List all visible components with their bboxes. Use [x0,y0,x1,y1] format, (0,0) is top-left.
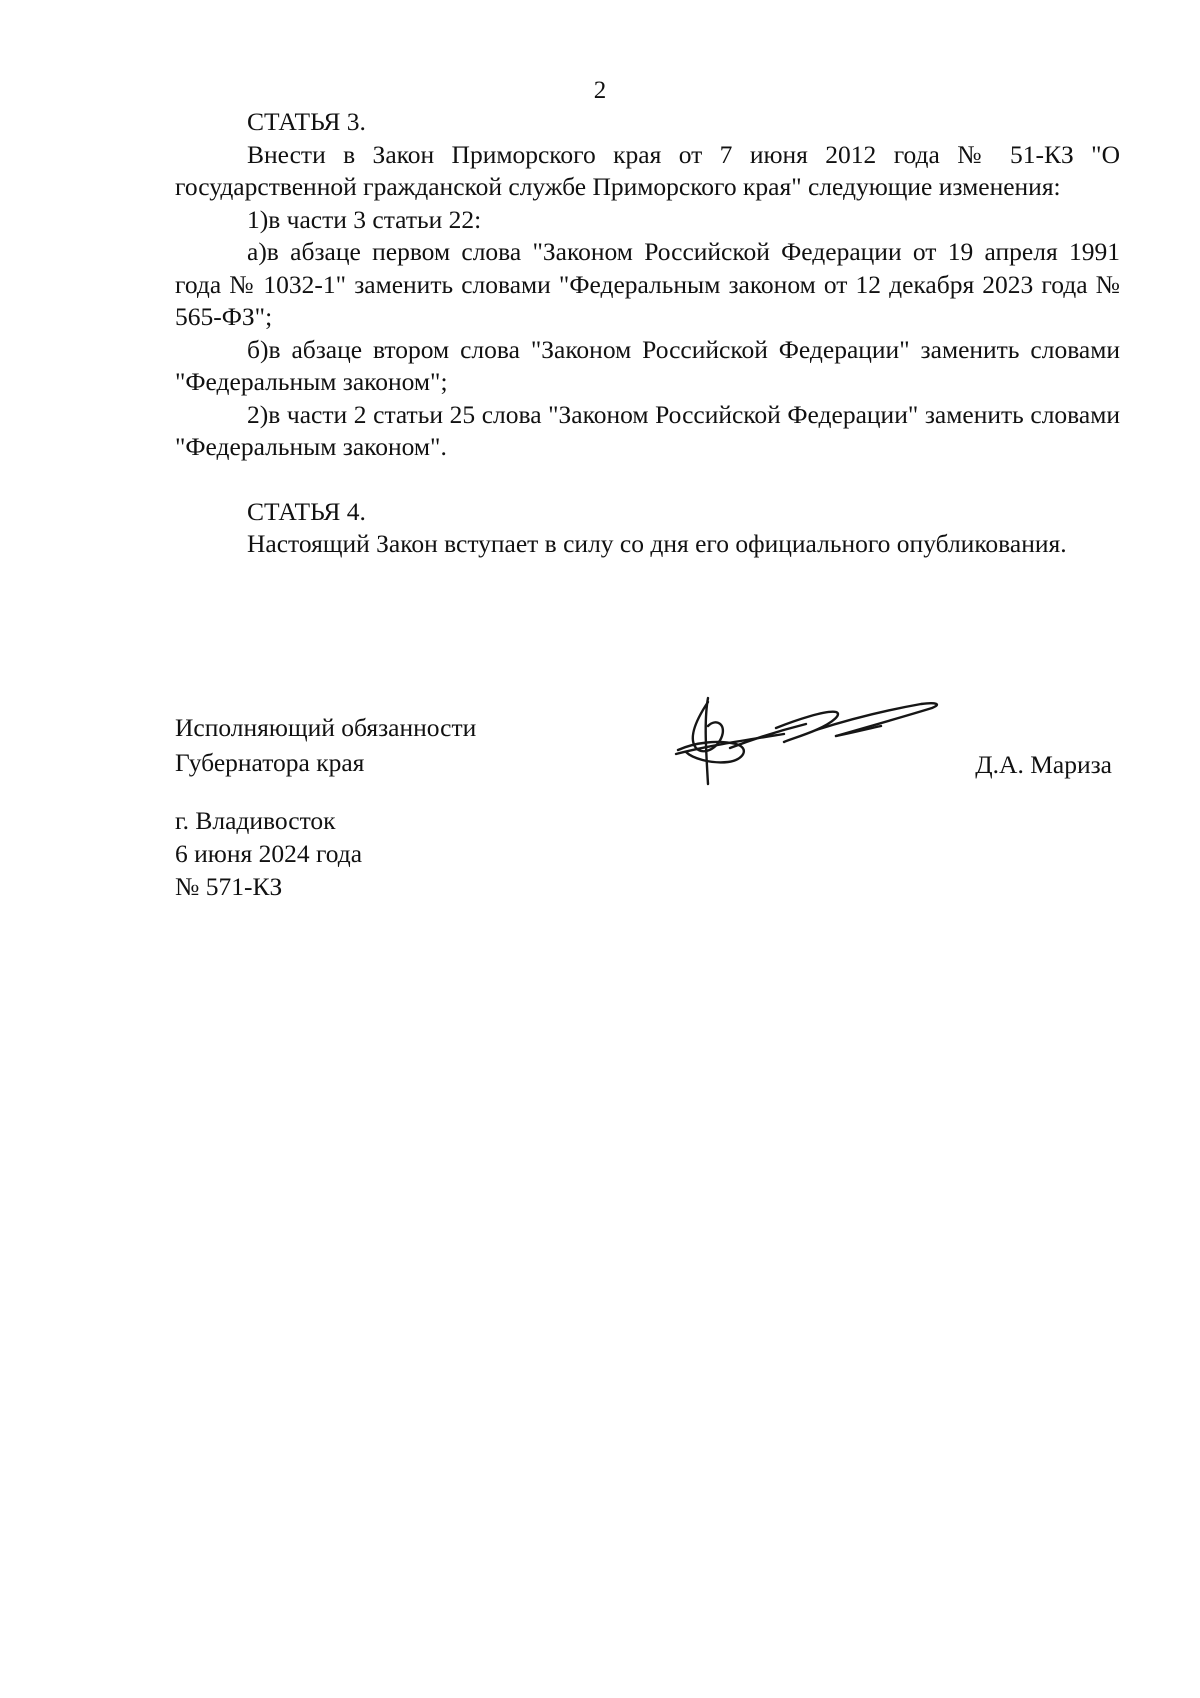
date: 6 июня 2024 года [175,839,363,868]
article-4-text: Настоящий Закон вступает в силу со дня его официального опубликования. [247,529,1067,558]
article-3-item-1: 1)в части 3 статьи 22: [247,204,482,234]
signatory-position-line-2: Губернатора края [175,748,365,777]
signatory-position-line-1: Исполняющий обязанности [175,713,477,742]
law-number: № 571-КЗ [175,872,283,901]
law-body [175,106,1120,561]
article-3-heading: СТАТЬЯ 3. [247,107,366,136]
signatory-name: Д.А. Мариза [975,750,1112,779]
page-number: 2 [593,77,607,104]
article-3-item-2: 2)в части 2 статьи 25 слова "Законом Российской Федерации" заменить словами "Федеральным законом". [175,399,1120,461]
handwritten-signature [666,690,946,790]
signatory-position [175,710,476,780]
city: г. Владивосток [175,806,336,835]
article-3-intro: Внести в Закон Приморского края от 7 июня 2012 года № 51-КЗ "О государственной гражданской службе Приморского края" следующие изменения: [175,139,1120,201]
article-3-item-1a: а)в абзаце первом слова "Законом Российской Федерации от 19 апреля 1991 года № 1032-1" заменить словами "Федеральным законом от 12 декабря 2023 года № 565-ФЗ"; [175,237,1120,331]
place-date-number [175,804,362,903]
section-gap [175,464,1120,496]
article-4-heading: СТАТЬЯ 4. [247,496,366,526]
signatory-name-block [975,747,1112,782]
article-3-item-1b: б)в абзаце втором слова "Законом Российской Федерации" заменить словами "Федеральным законом"; [175,334,1120,396]
